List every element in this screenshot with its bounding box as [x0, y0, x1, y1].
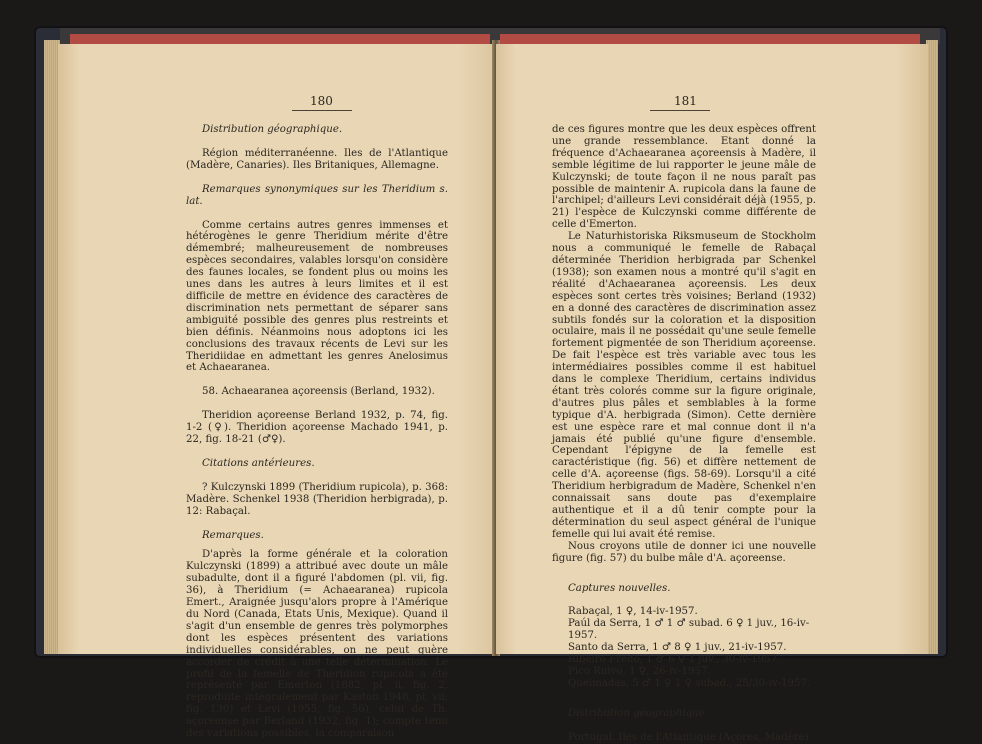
heading-synonymic-remarks: Remarques synonymiques sur les Theridium s. lat.: [186, 183, 448, 207]
heading-remarks: Remarques.: [202, 529, 264, 541]
paragraph-distribution: Région méditerranéenne. Iles de l'Atlantique (Madère, Canaries). Iles Britaniques, Allemagne.: [186, 147, 448, 171]
heading-distribution: Distribution géographique.: [202, 124, 343, 135]
list-item: Ribeiro Fredo, 1 ♂ 6 ♀ 1 juv., 30-iv-1957.: [568, 654, 781, 666]
previous-citations: ? Kulczynski 1899 (Theridium rupicola), p. 368: Madère. Schenkel 1938 (Theridion herbigrada), p. 12: Rabaçal.: [186, 481, 448, 517]
right-page-red-edge: [500, 34, 920, 44]
species-heading: 58. Achaearanea açoreensis (Berland, 1932).: [202, 386, 435, 398]
paragraph-remarks: D'après la forme générale et la coloration Kulczynski (1899) a attribué avec doute un mâle subadulte, dont il a figuré l'abdomen (pl. vii, fig. 36), à Theridium (= Achaearanea) rupicola Emert., Araignée jusqu'alors propre à l'Amérique du Nord (Canada, Etats Unis, Mexique). Quand il s'agit d'un ensemble de genres très polymorphes dont les espèces présentent des variations individuelles considérables, on ne peut guère accorder de crédit à une telle détermination. Le profil de la femelle de Theridion rupicola a été représenté par Emerton (1882, pl. ii, fig. 2, reproduite intégralement par Kaston 1948, pl. vii, fig. 130) et Levi (1955, fig. 56), celui de Th. açoreense par Berland (1932, fig. 1); compte tenu des variations possibles, la comparaison: [186, 549, 448, 740]
references-list: Theridion açoreense Berland 1932, p. 74, fig. 1-2 (♀). Theridion açoreense Machado 1941, p. 22, fig. 18-21 (♂♀).: [186, 410, 448, 446]
list-item: Queimadas, 5 ♂ 1 ♀ 1 ♀ subad., 25/30-iv-1957.: [568, 677, 811, 689]
list-item: Paúl da Serra, 1 ♂ 1 ♂ subad. 6 ♀ 1 juv., 16-iv-1957.: [568, 618, 810, 642]
paragraph-continuation: de ces figures montre que les deux espèces offrent une grande ressemblance. Etant donné la fréquence d'Achaearanea açoreensis à Madère, il semble légitime de lui rapporter le jeune mâle de Kulczynski; de toute façon il ne nous paraît pas possible de maintenir A. rupicola dans la faune de l'archipel; d'ailleurs Levi considérait déjà (1955, p. 21) l'espèce de Kulczynski comme différente de celle d'Emerton.: [552, 124, 816, 231]
paragraph-stockholm: Le Naturhistoriska Riksmuseum de Stockholm nous a communiqué le femelle de Rabaçal déterminée Theridion herbigrada par Schenkel (1938); son examen nous a montré qu'il s'agit en réalité d'Achaearanea açoreensis. Les deux espèces sont certes très voisines; Berland (1932) en a donné des caractères de discrimination assez subtils fondés sur la coloration et la disposition oculaire, mais il ne possédait qu'une seule femelle fortement pigmentée de son Theridium açoreense. De fait l'espèce est très variable avec tous les intermédiaires possibles comme il est habituel dans le complexe Theridium, certains individus étant très colorés comme sur la figure originale, d'autres plus pâles et semblables à la forme typique d'A. herbigrada (Simon). Cette dernière est une espèce rare et mal connue dont il n'a jamais été publié qu'une figure d'ensemble. Cependant l'épigyne de la femelle est caractéristique (fig. 56) et diffère nettement de celle d'A. açoreense (figs. 58-69). Lorsqu'il a cité Theridium herbigradum de Madère, Schenkel n'en connaissait sans doute pas d'exemplaire authentique et il a dû tenir compte pour la détermination du seul aspect général de l'unique femelle qui lui avait été remise.: [552, 231, 816, 540]
left-text-column: [186, 124, 448, 740]
paragraph-distribution: Portugal. Iles de l'Atlantique (Açores, Madère).: [568, 731, 812, 743]
left-page: [58, 44, 494, 740]
list-item: Rabaçal, 1 ♀, 14-iv-1957.: [568, 606, 698, 618]
paragraph-synonymic-remarks: Comme certains autres genres immenses et hétérogènes le genre Theridium mérite d'être démembré; malheureusement de nombreuses espèces secondaires, valables lorsqu'on considère des faunes locales, se fondent plus ou moins les unes dans les autres à leurs limites et il est difficile de mettre en évidence des caractères de discrimination nets permettant de séparer sans ambiguité possible des genres plus restreints et bien définis. Néanmoins nous adoptons ici les conclusions des travaux récents de Levi sur les Theridiidae en admettant les genres Anelosimus et Achaearanea.: [186, 219, 448, 374]
page-number: 180: [310, 94, 333, 108]
captures-list: [568, 606, 816, 689]
right-page: [496, 44, 928, 743]
list-item: Santo da Serra, 1 ♂ 8 ♀ 1 juv., 21-iv-1957.: [568, 642, 787, 654]
heading-new-captures: Captures nouvelles.: [568, 582, 671, 594]
heading-previous-citations: Citations antérieures.: [202, 457, 315, 469]
page-number: 181: [674, 94, 697, 108]
list-item: Pico Ruivo, 1 ♀, 26-iv-1957.: [568, 665, 711, 677]
page-number-rule: [650, 110, 710, 111]
left-page-red-edge: [70, 34, 490, 44]
heading-distribution: Distribution géographique.: [568, 707, 709, 719]
paragraph-new-figure: Nous croyons utile de donner ici une nouvelle figure (fig. 57) du bulbe mâle d'A. açoreense.: [552, 540, 816, 564]
right-text-column: [552, 124, 816, 744]
page-number-rule: [292, 110, 352, 111]
